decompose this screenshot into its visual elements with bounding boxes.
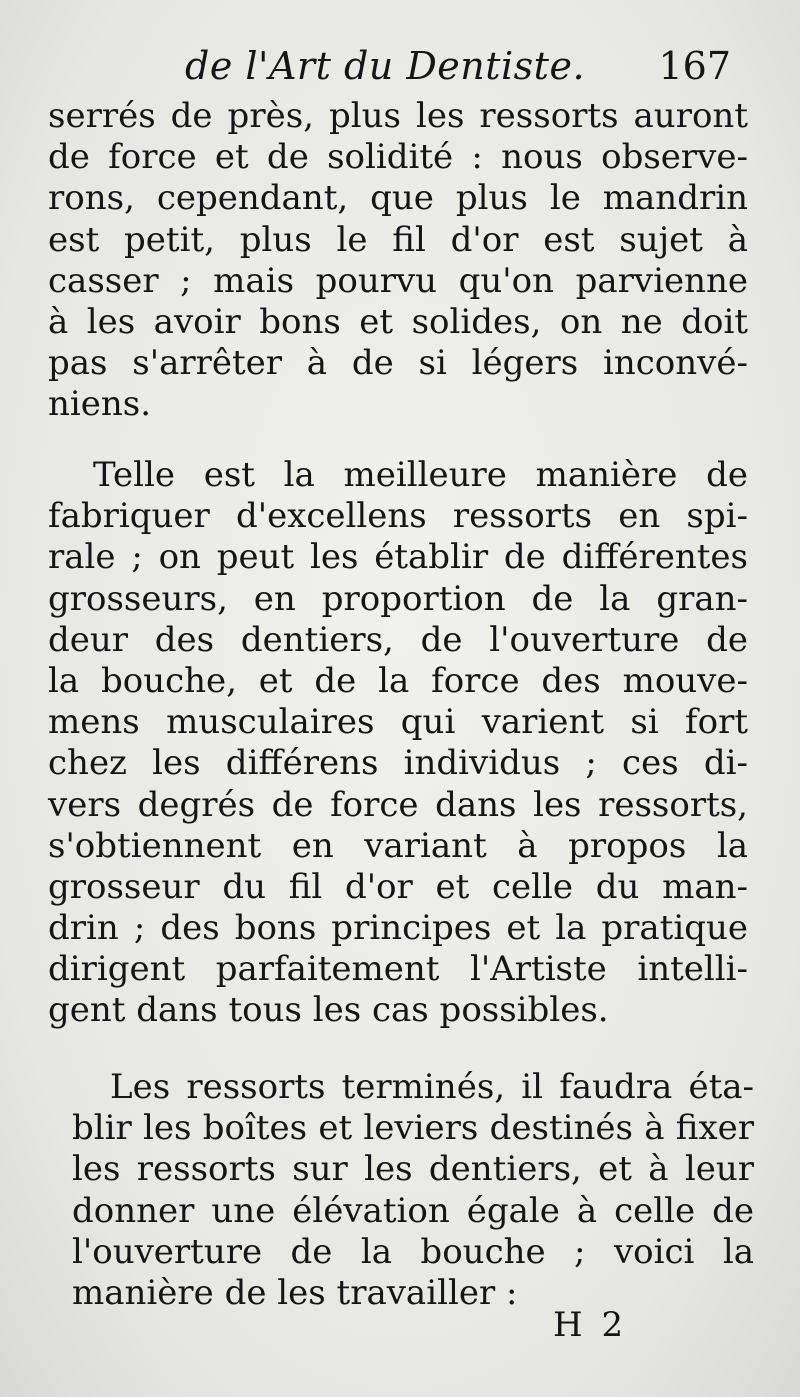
text-line: vers degrés de force dans les ressorts,	[48, 784, 748, 825]
text-line: s'obtiennent en variant à propos la	[48, 825, 748, 866]
signature-mark: H 2	[553, 1305, 628, 1345]
text-line: dirigent parfaitement l'Artiste intelli-	[48, 949, 748, 990]
paragraph-2	[48, 455, 748, 1032]
text-line: fabriquer d'excellens ressorts en spi-	[48, 496, 748, 537]
text-line: est petit, plus le fil d'or est sujet à	[48, 219, 748, 260]
page-header	[185, 40, 745, 100]
text-line: casser ; mais pourvu qu'on parvienne	[48, 260, 748, 301]
text-line: drin ; des bons principes et la pratique	[48, 908, 748, 949]
text-line: Les ressorts terminés, il faudra éta-	[110, 1067, 754, 1107]
text-line: rale ; on peut les établir de différentes	[48, 537, 748, 578]
text-line: deur des dentiers, de l'ouverture de	[48, 619, 748, 660]
running-title: de l'Art du Dentiste.	[185, 44, 586, 88]
text-line: pas s'arrêter à de si légers inconvé-	[48, 343, 748, 384]
text-line: à les avoir bons et solides, on ne doit	[48, 301, 748, 342]
text-line: serrés de près, plus les ressorts auront	[48, 96, 748, 136]
text-line: la bouche, et de la force des mouve-	[48, 660, 748, 701]
text-line: chez les différens individus ; ces di-	[48, 743, 748, 784]
text-line: grosseur du fil d'or et celle du man-	[48, 866, 748, 907]
text-line: rons, cependant, que plus le mandrin	[48, 178, 748, 219]
text-line: gent dans tous les cas possibles.	[48, 990, 609, 1031]
text-line: l'ouverture de la bouche ; voici la	[72, 1231, 754, 1272]
text-line: les ressorts sur les dentiers, et à leur	[72, 1149, 754, 1190]
paragraph-3	[72, 1067, 754, 1314]
text-line: manière de les travailler :	[72, 1272, 518, 1313]
text-line: de force et de solidité : nous observe-	[48, 137, 748, 178]
text-line: niens.	[48, 384, 152, 425]
text-line: donner une élévation égale à celle de	[72, 1190, 754, 1231]
text-line: blir les boîtes et leviers destinés à fixer	[72, 1108, 754, 1149]
text-line: Telle est la meilleure manière de	[93, 455, 748, 495]
text-line: grosseurs, en proportion de la gran-	[48, 578, 748, 619]
paragraph-1	[48, 96, 748, 426]
text-line: mens musculaires qui varient si fort	[48, 702, 748, 743]
page-number: 167	[658, 44, 731, 88]
